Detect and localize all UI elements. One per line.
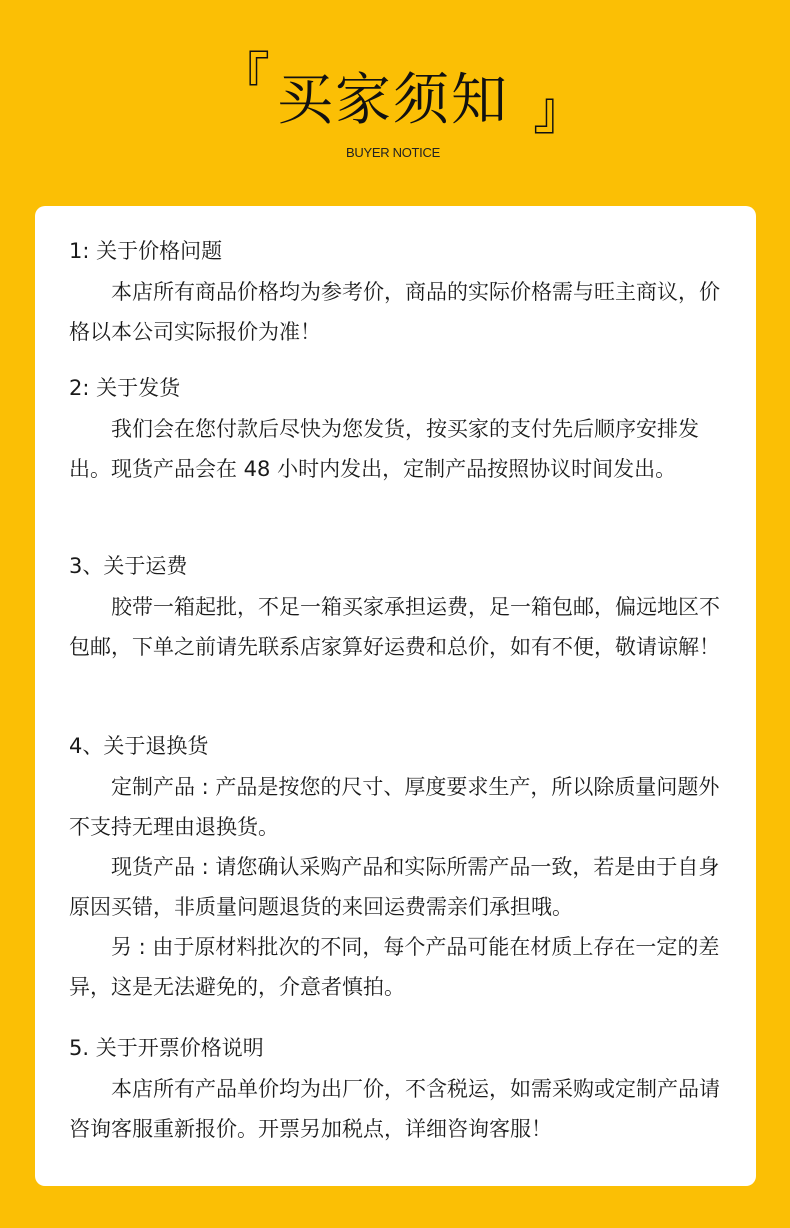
page-header — [0, 0, 790, 205]
section-invoice — [69, 1035, 739, 1149]
section-shipping — [69, 375, 739, 489]
section-heading: 5. 关于开票价格说明 — [69, 1036, 264, 1060]
section-paragraph: 现货产品 : 请您确认采购产品和实际所需产品一致，若是由于自身原因买错，非质量问题退货的来回运费需亲们承担哦。 — [69, 855, 720, 919]
section-heading: 3、关于运费 — [69, 554, 188, 578]
section-heading: 4、关于退换货 — [69, 734, 209, 758]
section-freight — [69, 553, 739, 667]
section-returns — [69, 733, 739, 1007]
section-heading: 1: 关于价格问题 — [69, 239, 223, 263]
notice-card — [35, 206, 756, 1186]
section-paragraph: 另 : 由于原材料批次的不同，每个产品可能在材质上存在一定的差异，这是无法避免的，介意者慎拍。 — [69, 935, 720, 999]
section-heading: 2: 关于发货 — [69, 376, 181, 400]
section-price — [69, 238, 739, 352]
section-paragraph: 本店所有商品价格均为参考价，商品的实际价格需与旺主商议，价格以本公司实际报价为准！ — [69, 280, 720, 344]
section-paragraph: 定制产品 : 产品是按您的尺寸、厚度要求生产，所以除质量问题外不支持无理由退换货。 — [69, 775, 720, 839]
section-paragraph: 本店所有产品单价均为出厂价，不含税运，如需采购或定制产品请咨询客服重新报价。开票另加税点，详细咨询客服！ — [69, 1077, 720, 1141]
left-corner-bracket: 『 — [218, 48, 271, 108]
page-subtitle: BUYER NOTICE — [346, 145, 440, 160]
right-corner-bracket: 』 — [533, 82, 586, 142]
section-paragraph: 胶带一箱起批，不足一箱买家承担运费，足一箱包邮，偏远地区不包邮，下单之前请先联系店家算好运费和总价，如有不便，敬请谅解！ — [69, 595, 720, 659]
page-title: 买家须知 — [277, 68, 509, 133]
section-paragraph: 我们会在您付款后尽快为您发货，按买家的支付先后顺序安排发出。现货产品会在 48 小时内发出，定制产品按照协议时间发出。 — [69, 417, 699, 481]
